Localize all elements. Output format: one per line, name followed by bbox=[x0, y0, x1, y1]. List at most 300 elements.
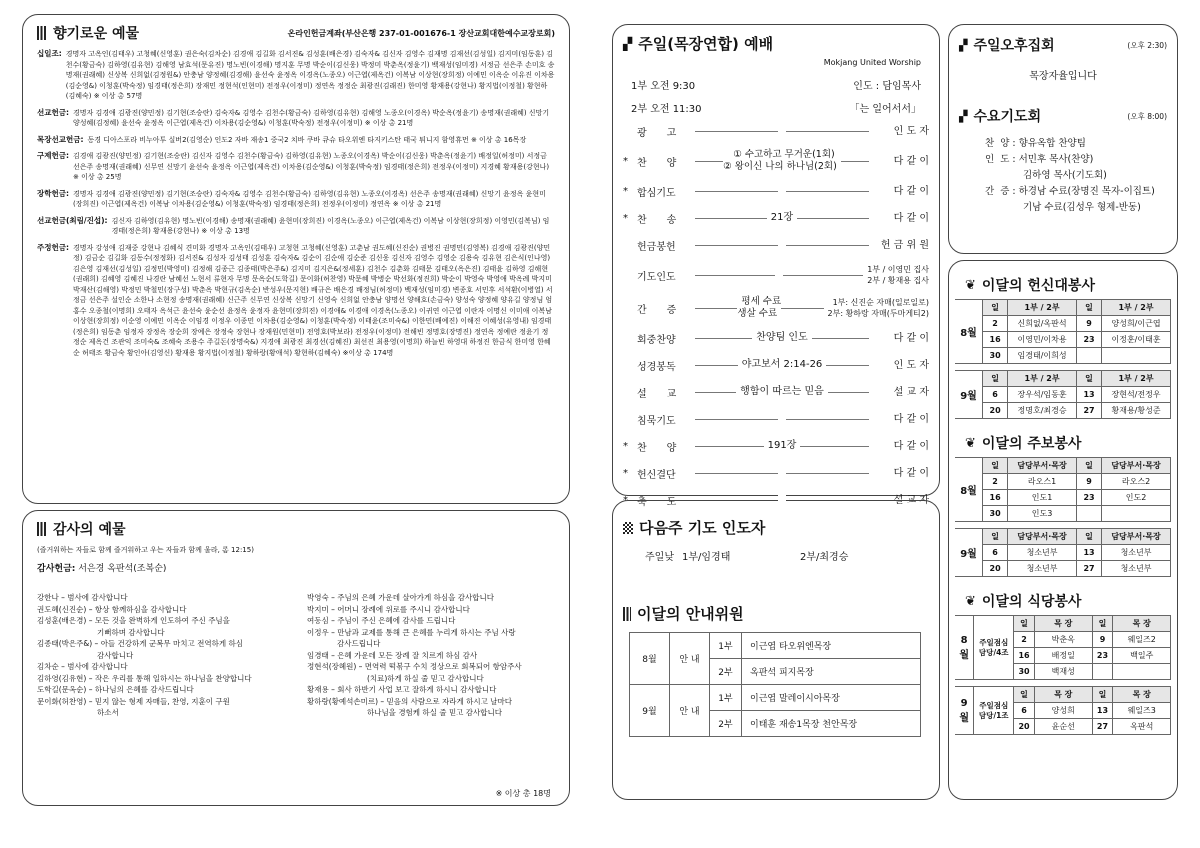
order-item bbox=[623, 354, 929, 376]
day-cell: 2 bbox=[983, 474, 1008, 490]
usher-row bbox=[630, 633, 921, 659]
name-cell: 백일주 bbox=[1113, 648, 1171, 664]
afternoon-wednesday-section bbox=[948, 24, 1178, 254]
order-leader: 다 같 이 bbox=[893, 440, 929, 452]
header-cell: 일 bbox=[1077, 371, 1102, 387]
lead-label: 인도 : bbox=[853, 81, 880, 92]
usher-month: 8월 bbox=[630, 633, 670, 685]
order-label: 성경봉독 bbox=[637, 361, 676, 373]
thanks-entry: (치료)하게 하실 줄 믿고 감사합니다 bbox=[306, 673, 484, 683]
day-cell: 6 bbox=[983, 387, 1008, 403]
month-sub-label: 주일점심 담당/4조 bbox=[978, 637, 1009, 657]
order-detail bbox=[778, 125, 786, 136]
name-cell: 이영민/이차용 bbox=[1008, 332, 1077, 348]
name-cell: 이정훈/이태훈 bbox=[1102, 332, 1171, 348]
order-item bbox=[623, 462, 929, 484]
name-cell: 라오스1 bbox=[1008, 474, 1077, 490]
header-cell: 1부 / 2부 bbox=[1008, 300, 1077, 316]
order-item bbox=[623, 327, 929, 349]
usher-role: 안 내 bbox=[670, 685, 710, 737]
sermon-title: 는 일어서서」 bbox=[859, 104, 921, 115]
order-leader: 1부: 신진순 자매(일로일로) 2부: 황하랑 자매(두마게티2) bbox=[827, 298, 929, 318]
usher-part: 2부 bbox=[710, 711, 742, 737]
header-cell: 일 bbox=[983, 529, 1008, 545]
name-cell: 양성희/이근엽 bbox=[1102, 316, 1171, 332]
day-cell: 30 bbox=[983, 506, 1008, 522]
offering-group bbox=[37, 216, 555, 237]
offering-group bbox=[37, 243, 555, 359]
offering-group bbox=[37, 108, 555, 129]
order-mark: * bbox=[623, 155, 628, 167]
day-cell: 9 bbox=[1092, 632, 1113, 648]
usher-row bbox=[630, 685, 921, 711]
day-cell: 13 bbox=[1077, 387, 1102, 403]
order-mark: * bbox=[623, 440, 628, 452]
order-detail-wrap bbox=[695, 413, 869, 425]
thanks-entry: 황하랑(황예석손미르) – 믿음의 사람으로 자라게 하시고 날마다 bbox=[306, 696, 512, 706]
flower-icon: ❦ bbox=[965, 435, 976, 451]
offering-group-names: 경명자 강성애 김재중 강현나 김혜식 견미화 경명자 고옥인(김태우) 고청현 고청혜(신영훈) 고춘남 권도혜(신진순) 권병진 권명민(김영복) 김경애 김광진(양민정) 김금순 김길화 김동수(정정화) 김서진& 김성자 김성태 김성훈 김숙자& 김순이 김순애 김순준 김신웅 김신자 김영수 김영순 김용숙 김유현 김은식(인나영) 김은영 김재선(김성일) 김정민(박영미) 김정해 김종근 김종태(박은주&) 김지미 김지은&(정세훈) 김천수 김춘화 김태문 김태오(옥은진) 김태윤 김하영 김해현(권래희) 김혜영 김혜진 나경란 남혜선 노현서 류현자 무명 문옥순(도학길) 문이화(허찬영) 박문혜 박병순 박선화(정진희) 박순이 박영숙 박영애 박옥례 박지미 박재산(김해영) 박정민 박철민(장구성) 박춘옥 박현규(김옥순) 반성우(문지현) 배규은 배은경 배정님(허정미) 백재성(임미경) 변종호 서민후 서석환(이병열) 서정금 선은주 설인순 소한나 소현정 송명재(권래혜) 신근주 신무연 신상복 신망기 신영숙 신희없 안충남 양명선 양해호(손금숙) 양성숙 양정혜 양유길 양정님 엄홍수 오종철(이명희) 오태자 옥석근 윤선숙 윤순선 윤정옥 윤정자 윤현미(장희진) 이경애& 이경애 이경옥(노종오) 이귀연 이근엽 이란자 이명신 이미애 이복남 이상현(장희정) 이순영 이예민 이옥순 이임경 이정우 이종민 이차용(김순영&) 이청훈(박숙정) 이태윤(조미숙&) 이한민(배예진) 이해진 이혜성(유영내) 임경태(정은희) 임동춘 임정자 장정옥 장순희 장예은 장정숙 장현나 장재원(민현미) 전영호(박보라) 전정우(이정미) 전해빈 정명호(장명진) 정연옥 정예란 정윤기 정정순 제옥건 조관익 조미숙& 조혜숙 조용수 주길돈(장명숙&) 지경애 최광진 최경선(김혜진) 최선진 최용영(이명희) 하늘빈 하영대 하정진 한금식 한미영 한혜순 허태조 황금숙 황인아(김영신) 황재용 황지법(이정철) 황하랑(황애석) 황현하(김혜숙) bbox=[72, 243, 553, 357]
bars-icon bbox=[37, 522, 47, 536]
order-leader: 다 같 이 bbox=[893, 467, 929, 479]
order-item bbox=[623, 381, 929, 403]
offering-group-note: ※ 이상 총 16목장 bbox=[470, 135, 527, 144]
thanks-entry: 이정우 – 만남과 교제를 통해 큰 은혜를 누리게 하시는 주님 사랑 bbox=[306, 627, 516, 637]
offering-account: 온라인헌금계좌(부산은행 237-01-001676-1 장산교회대한예수교장로회) bbox=[287, 28, 555, 38]
order-item bbox=[623, 234, 929, 256]
dining-aug-table bbox=[955, 615, 1171, 680]
worship-title: 주일(목장연합) 예배 bbox=[638, 35, 774, 53]
order-leader: 1부 / 이영민 집사 2부 / 황재용 집사 bbox=[867, 265, 929, 285]
name-cell: 라오스2 bbox=[1102, 474, 1171, 490]
order-detail: 191장 bbox=[764, 440, 801, 451]
worship-subtitle: Mokjang United Worship bbox=[823, 58, 921, 67]
dedication-aug-table bbox=[955, 299, 1171, 364]
header-cell: 일 bbox=[1077, 300, 1102, 316]
order-label: 합심기도 bbox=[637, 187, 676, 199]
order-detail-wrap bbox=[695, 185, 869, 197]
order-detail-wrap bbox=[695, 125, 869, 137]
order-mark: * bbox=[623, 185, 628, 197]
thanks-intro: (즐거워하는 자들로 함께 즐거워하고 우는 자들과 함께 울라, 롬 12:15) bbox=[37, 546, 254, 554]
name-cell: 임경태/이희성 bbox=[1008, 348, 1077, 364]
name-cell: 청소년부 bbox=[1008, 561, 1077, 577]
thanks-entry: 도학길(문옥순) – 하나님의 은혜를 감사드립니다 bbox=[37, 685, 194, 694]
dedication-title-wrap bbox=[965, 275, 1171, 295]
dining-sep-table bbox=[955, 686, 1171, 735]
offering-group-names: 경명자 고옥인(김태우) 고청혜(신영훈) 권은숙(김차순) 김경애 김길화 김서진& 김성훈(배은경) 김숙자& 김신자 김영수 김재명 김재선(김성일) 김지미(임동훈) 김천수(황금숙) 김하영(김유현) 김해영 남효석(문유진) 명노빈(이경해) 명지훈 무명 박순이(김신웅) 박정미 박춘옥(정윤기) 백재성(임미경) 서정금 선은주 손미호 송명재(권래혜) 신상복 신희없(김정원&) 안충남 양정혜(김경해) 윤선숙 윤정옥 이경옥(노종오) 이근엽(제옥건) 이복남 이상현(장희정) 이예민 이옥순 이유진 이차용(김순영&) 이청훈(박숙정) 임경태(정은희) 장재민 정현석(인현미) 전정우(이정미) 정연옥 정정순 최광진(김래진) 한미영 황재용(강현나) 황지법(이정철) 황현하(김혜숙) bbox=[65, 50, 555, 100]
order-detail-wrap bbox=[695, 239, 869, 251]
offering-group bbox=[37, 189, 555, 210]
offering-group-note: ※이상 총 174명 bbox=[342, 348, 394, 357]
table-row bbox=[955, 474, 1171, 490]
header-cell: 1부 / 2부 bbox=[1102, 371, 1171, 387]
offering-group-names: 김신자 김하영(김유현) 명노빈(이경해) 송명재(권래혜) 윤현미(장희진) 이경옥(노종오) 이근엽(제옥건) 이복남 이상현(장희정) 이영민(김복님) 임경태(정은희) 황재용(강현나) bbox=[111, 216, 550, 235]
sermon-prefix: 「 bbox=[849, 104, 860, 115]
thanks-entry: 김종태(박은주&) – 아들 건강하게 군복무 마치고 전역하게 하심 bbox=[37, 639, 244, 648]
header-cell: 일 bbox=[1014, 687, 1035, 703]
header-cell: 일 bbox=[1077, 458, 1102, 474]
day-cell: 30 bbox=[1014, 664, 1035, 680]
thanks-entry: 감사드립니다 bbox=[306, 639, 381, 648]
name-cell: 윤순선 bbox=[1035, 719, 1093, 735]
wednesday-lines bbox=[959, 136, 1167, 216]
order-detail: 야고보서 2:14-26 bbox=[738, 359, 827, 370]
square-bullet-icon: ▞ bbox=[623, 36, 633, 51]
offering-group-text bbox=[73, 108, 555, 129]
order-leader: 다 같 이 bbox=[893, 212, 929, 224]
dining-title: 이달의 식당봉사 bbox=[981, 594, 1082, 610]
usher-part: 2부 bbox=[710, 659, 742, 685]
header-cell: 목 장 bbox=[1113, 687, 1171, 703]
header-cell: 일 bbox=[1014, 616, 1035, 632]
month-label: 9월 bbox=[960, 549, 977, 560]
day-cell bbox=[1077, 506, 1102, 522]
bulletin-aug-table bbox=[955, 457, 1171, 522]
offering-section bbox=[22, 14, 570, 504]
table-row bbox=[955, 387, 1171, 403]
order-item bbox=[623, 180, 929, 202]
name-cell: 장우석/임동훈 bbox=[1008, 387, 1077, 403]
afternoon-time: (오후 2:30) bbox=[1127, 40, 1167, 50]
table-row bbox=[955, 403, 1171, 419]
offering-group-note: ※ 이상 총 21명 bbox=[392, 200, 442, 208]
thanks-entry: 기뻐하며 감사합니다 bbox=[37, 627, 165, 637]
thanks-entry: 강한나 – 범사에 감사합니다 bbox=[37, 593, 128, 602]
name-cell: 옥판석 bbox=[1113, 719, 1171, 735]
order-label: 침묵기도 bbox=[637, 415, 676, 427]
table-row bbox=[955, 332, 1171, 348]
offering-group-names: 경명자 김경애 김광진(양민정) 김기현(조승란) 김숙자& 김영수 김천수(황금숙) 김하영(김유현) 노종오(이경옥) 선은주 송명재(권래혜) 신망기 윤정옥 윤현미(장희진) 이근엽(제옥건) 이복남 이차용(김순영&) 이청훈(박숙정) 임경태(정은희) 전정우(이정미) 정연옥 bbox=[72, 189, 546, 208]
day-cell: 27 bbox=[1077, 403, 1102, 419]
table-row bbox=[955, 490, 1171, 506]
thanks-entry: 하나님을 경험케 하실 줄 믿고 감사합니다 bbox=[306, 708, 503, 717]
table-row bbox=[955, 316, 1171, 332]
order-item bbox=[623, 294, 929, 322]
day-cell: 23 bbox=[1077, 490, 1102, 506]
order-mark: * bbox=[623, 467, 628, 479]
thanks-entry: 박영숙 – 주님의 은혜 가운데 살아가게 하심을 감사합니다 bbox=[306, 593, 495, 602]
offering-group-text bbox=[66, 49, 555, 102]
table-header-row bbox=[955, 687, 1171, 703]
order-item bbox=[623, 261, 929, 289]
offering-group-note: ※ 이상 총 21명 bbox=[364, 119, 414, 127]
table-row bbox=[955, 506, 1171, 522]
order-detail: 찬양팀 인도 bbox=[752, 332, 811, 343]
wednesday-title: 수요기도회 bbox=[973, 109, 1042, 125]
order-detail: ① 수고하고 무거운(1회) ② 왕이신 나의 하나님(2회) bbox=[723, 149, 841, 172]
day-cell: 27 bbox=[1092, 719, 1113, 735]
order-leader: 다 같 이 bbox=[893, 155, 929, 167]
wednesday-line: 간 증 : 하경남 수료(장명진 목자-이집트) bbox=[985, 186, 1155, 197]
month-cell bbox=[955, 300, 983, 364]
day-cell: 13 bbox=[1092, 703, 1113, 719]
order-item bbox=[623, 120, 929, 142]
thanks-label-text: 서은경 옥판석(조복순) bbox=[78, 564, 167, 574]
square-bullet-icon: ▞ bbox=[959, 109, 968, 123]
month-cell bbox=[955, 529, 983, 577]
offering-group bbox=[37, 135, 555, 146]
ushers-title: 이달의 안내위원 bbox=[637, 605, 744, 623]
table-row bbox=[955, 348, 1171, 364]
usher-name: 옥판석 피지목장 bbox=[742, 659, 921, 685]
next-prayer-title: 다음주 기도 인도자 bbox=[639, 519, 766, 537]
name-cell bbox=[1102, 348, 1171, 364]
order-label: 기도인도 bbox=[637, 271, 676, 283]
name-cell: 신희없/옥판석 bbox=[1008, 316, 1077, 332]
offering-groups bbox=[37, 49, 555, 358]
order-detail bbox=[778, 185, 786, 196]
order-leader: 헌 금 위 원 bbox=[880, 239, 929, 251]
order-detail-wrap bbox=[695, 149, 869, 173]
duty-tables bbox=[955, 275, 1171, 735]
name-cell: 황재용/황성준 bbox=[1102, 403, 1171, 419]
table-row bbox=[955, 545, 1171, 561]
lead-name: 담임목사 bbox=[882, 81, 921, 92]
usher-name: 이태훈 재송1목장 천안목장 bbox=[742, 711, 921, 737]
name-cell: 정명호/최경승 bbox=[1008, 403, 1077, 419]
wednesday-line: 기남 수료(김성우 형제-반동) bbox=[985, 202, 1141, 213]
month-label: 8월 bbox=[960, 486, 977, 497]
order-leader: 다 같 이 bbox=[893, 332, 929, 344]
offering-group bbox=[37, 151, 555, 183]
header-cell: 목 장 bbox=[1035, 687, 1093, 703]
offering-group bbox=[37, 49, 555, 102]
day-cell: 9 bbox=[1077, 316, 1102, 332]
offering-group-text bbox=[73, 189, 555, 210]
bulletin-title-wrap bbox=[965, 433, 1171, 453]
thanks-entry: 김성훈(배은경) – 모든 것을 완벽하게 인도하여 주신 주님을 bbox=[37, 616, 230, 625]
order-detail-wrap bbox=[695, 332, 869, 344]
thanks-title: 감사의 예물 bbox=[53, 522, 126, 538]
thanks-entry: 정현석(장혜원) – 면역력 떡볶구 수치 정상으로 회복되어 항암주사 bbox=[306, 662, 522, 671]
ushers-title-wrap bbox=[623, 603, 929, 624]
offering-group-names: 동경 디아스포라 비누아투 실버2(김영순) 인도2 자바 재송1 중국2 치바 쿠바 큐슈 타오위엔 타지키스탄 태국 튀니지 함영휴먼 bbox=[87, 135, 469, 144]
thanks-title-wrap bbox=[37, 519, 555, 539]
order-detail-wrap bbox=[695, 467, 869, 479]
dedication-sep-table bbox=[955, 370, 1171, 419]
month-label: 9월 bbox=[959, 697, 969, 724]
thanks-entry: 문이화(허찬영) – 믿지 않는 형제 자매들, 찬영, 지훈이 구원 bbox=[37, 696, 230, 706]
header-cell: 1부 / 2부 bbox=[1008, 371, 1077, 387]
header-cell: 목 장 bbox=[1035, 616, 1093, 632]
header-cell: 목 장 bbox=[1113, 616, 1171, 632]
day-cell: 16 bbox=[1014, 648, 1035, 664]
month-sub-cell bbox=[974, 687, 1014, 735]
name-cell: 배정일 bbox=[1035, 648, 1093, 664]
order-label: 축 도 bbox=[637, 496, 677, 508]
thanks-entry: 감사합니다 bbox=[37, 650, 134, 660]
offering-group-label: 선교헌금(최림/진섭): bbox=[37, 215, 108, 225]
checker-icon bbox=[623, 522, 633, 534]
order-item bbox=[623, 207, 929, 229]
order-item bbox=[623, 435, 929, 457]
worship-order-list bbox=[623, 120, 929, 511]
day-cell: 20 bbox=[1014, 719, 1035, 735]
order-detail-wrap bbox=[695, 296, 824, 320]
order-label: 광 고 bbox=[637, 127, 677, 139]
name-cell: 웨일즈2 bbox=[1113, 632, 1171, 648]
wednesday-title-wrap bbox=[959, 106, 1041, 126]
worship-section bbox=[612, 24, 940, 508]
order-leader: 인 도 자 bbox=[893, 125, 929, 137]
table-row bbox=[955, 561, 1171, 577]
day-cell: 6 bbox=[1014, 703, 1035, 719]
next-prayer-title-wrap bbox=[623, 517, 929, 538]
offering-group-note: ※ 이상 총 13명 bbox=[201, 227, 250, 235]
order-label: 찬 양 bbox=[637, 157, 677, 169]
usher-part: 1부 bbox=[710, 685, 742, 711]
offering-group-label: 십일조: bbox=[37, 49, 62, 58]
thanks-entry: 하소서 bbox=[37, 708, 119, 717]
day-cell: 23 bbox=[1077, 332, 1102, 348]
name-cell: 웨일즈3 bbox=[1113, 703, 1171, 719]
bulletin-sep-table bbox=[955, 528, 1171, 577]
thanks-label: 감사헌금: bbox=[37, 564, 76, 574]
table-header-row bbox=[955, 300, 1171, 316]
day-cell: 9 bbox=[1077, 474, 1102, 490]
offering-group-label: 주정헌금: bbox=[37, 242, 69, 252]
afternoon-text: 목장자율입니다 bbox=[1029, 71, 1097, 82]
offering-group-note: ※ 이상 총 57명 bbox=[93, 92, 143, 100]
order-detail: 평세 수료 생살 수료 bbox=[737, 296, 782, 319]
thanks-entry: 권도혜(신진순) – 항상 함께하심을 감사합니다 bbox=[37, 604, 187, 614]
day-cell: 20 bbox=[983, 403, 1008, 419]
header-cell: 일 bbox=[983, 458, 1008, 474]
dining-title-wrap bbox=[965, 591, 1171, 611]
next-ushers-section bbox=[612, 500, 940, 800]
month-sub-cell bbox=[974, 616, 1014, 680]
next-prayer-label: 주일낮 bbox=[645, 552, 674, 563]
header-cell: 일 bbox=[1092, 687, 1113, 703]
header-cell: 일 bbox=[1077, 529, 1102, 545]
order-item bbox=[623, 147, 929, 175]
table-header-row bbox=[955, 529, 1171, 545]
table-header-row bbox=[955, 458, 1171, 474]
thanks-right-list bbox=[307, 592, 555, 719]
order-detail-wrap bbox=[695, 440, 869, 452]
month-label: 8월 bbox=[960, 328, 977, 339]
header-cell: 1부 / 2부 bbox=[1102, 300, 1171, 316]
day-cell: 30 bbox=[983, 348, 1008, 364]
ushers-table bbox=[629, 632, 921, 737]
order-leader: 다 같 이 bbox=[893, 413, 929, 425]
worship-title-wrap bbox=[623, 33, 929, 54]
usher-name: 이근엽 말레이시아목장 bbox=[742, 685, 921, 711]
flower-icon: ❦ bbox=[965, 277, 976, 293]
thanks-entry: 황재용 – 회사 하반기 사업 보고 잘하게 하시니 감사합니다 bbox=[306, 685, 497, 694]
offering-group-text bbox=[112, 216, 555, 237]
day-cell: 16 bbox=[983, 332, 1008, 348]
order-item bbox=[623, 408, 929, 430]
dedication-title: 이달의 헌신대봉사 bbox=[981, 278, 1095, 294]
order-mark: * bbox=[623, 494, 628, 506]
order-detail-wrap bbox=[695, 269, 863, 281]
bars-icon bbox=[623, 607, 631, 621]
usher-month: 9월 bbox=[630, 685, 670, 737]
afternoon-title: 주일오후집회 bbox=[973, 38, 1055, 54]
order-label: 찬 양 bbox=[637, 442, 677, 454]
table-header-row bbox=[955, 616, 1171, 632]
name-cell: 인도3 bbox=[1008, 506, 1077, 522]
service-1-time: 1부 오전 9:30 bbox=[631, 81, 696, 92]
wednesday-line: 인 도 : 서민후 목사(찬양) bbox=[985, 154, 1094, 165]
name-cell: 양성희 bbox=[1035, 703, 1093, 719]
day-cell: 13 bbox=[1077, 545, 1102, 561]
order-detail bbox=[778, 413, 786, 424]
header-cell: 일 bbox=[1092, 616, 1113, 632]
bars-icon bbox=[37, 26, 47, 40]
day-cell: 2 bbox=[983, 316, 1008, 332]
offering-group-label: 장학헌금: bbox=[37, 188, 69, 198]
offering-group-names: 김경애 김광진(양민정) 김기현(조승란) 김신자 김영수 김천수(황금숙) 김하영(김유현) 노종오(이경옥) 박순이(김신웅) 박춘옥(정윤기) 배정일(허정미) 서정금 선은주 송명재(권래혜) 신무연 신망기 윤선숙 윤정옥 이근엽(제옥건) 이차용(김순영&) 이청훈(박숙정) 임경태(정은희) 전정우(이정미) 지경혜 황재용(강현나) bbox=[72, 152, 550, 171]
order-leader: 설 교 자 bbox=[893, 386, 929, 398]
name-cell bbox=[1113, 664, 1171, 680]
offering-group-text bbox=[87, 135, 555, 146]
day-cell: 16 bbox=[983, 490, 1008, 506]
usher-name: 이근엽 타오위엔목장 bbox=[742, 633, 921, 659]
thanks-note: ※ 이상 총 18명 bbox=[495, 789, 551, 798]
name-cell: 청소년부 bbox=[1008, 545, 1077, 561]
order-label: 설 교 bbox=[637, 388, 677, 400]
offering-title-wrap bbox=[37, 23, 139, 43]
order-detail bbox=[778, 239, 786, 250]
header-cell: 담당부서·목장 bbox=[1102, 458, 1171, 474]
day-cell bbox=[1092, 664, 1113, 680]
name-cell: 인도1 bbox=[1008, 490, 1077, 506]
month-cell bbox=[955, 687, 974, 735]
order-leader: 설 교 자 bbox=[893, 494, 929, 506]
header-cell: 담당부서·목장 bbox=[1102, 529, 1171, 545]
usher-part: 1부 bbox=[710, 633, 742, 659]
header-cell: 일 bbox=[983, 300, 1008, 316]
name-cell: 청소년부 bbox=[1102, 561, 1171, 577]
order-detail bbox=[778, 467, 786, 478]
day-cell: 20 bbox=[983, 561, 1008, 577]
thanks-entry: 박지미 – 어머니 장례에 위로를 주시니 감사합니다 bbox=[306, 604, 470, 614]
wednesday-line: 찬 양 : 향유옥합 찬양팀 bbox=[985, 138, 1086, 149]
order-mark: * bbox=[623, 212, 628, 224]
header-cell: 담당부서·목장 bbox=[1008, 529, 1077, 545]
offering-group-label: 선교헌금: bbox=[37, 107, 69, 117]
order-label: 헌금봉헌 bbox=[637, 241, 676, 253]
name-cell: 백재성 bbox=[1035, 664, 1093, 680]
bulletin-title: 이달의 주보봉사 bbox=[981, 436, 1082, 452]
thanks-entry: 여동심 – 주님이 주신 은혜에 감사를 드립니다 bbox=[306, 616, 456, 625]
name-cell: 장현석/전정우 bbox=[1102, 387, 1171, 403]
day-cell: 27 bbox=[1077, 561, 1102, 577]
order-label: 헌신결단 bbox=[637, 469, 676, 481]
thanks-entry: 김하영(김유현) – 작은 우리를 통해 일하시는 하나님을 찬양합니다 bbox=[37, 673, 252, 683]
next-prayer-first: 1부/임경태 bbox=[681, 552, 731, 563]
month-label: 9월 bbox=[960, 391, 977, 402]
day-cell bbox=[1077, 348, 1102, 364]
month-cell bbox=[955, 371, 983, 419]
header-cell: 담당부서·목장 bbox=[1008, 458, 1077, 474]
thanks-entry: 임경태 – 은혜 가운데 모든 장례 잘 치르게 하심 감사 bbox=[306, 650, 478, 660]
month-cell bbox=[955, 616, 974, 680]
square-bullet-icon: ▞ bbox=[959, 38, 968, 52]
flower-icon: ❦ bbox=[965, 593, 976, 609]
order-label: 간 증 bbox=[637, 304, 677, 316]
month-label: 8월 bbox=[959, 634, 969, 661]
order-leader: 인 도 자 bbox=[893, 359, 929, 371]
name-cell bbox=[1102, 506, 1171, 522]
name-cell: 청소년부 bbox=[1102, 545, 1171, 561]
service-2-time: 2부 오전 11:30 bbox=[631, 104, 702, 115]
afternoon-title-wrap bbox=[959, 35, 1055, 55]
thanks-section bbox=[22, 510, 570, 806]
